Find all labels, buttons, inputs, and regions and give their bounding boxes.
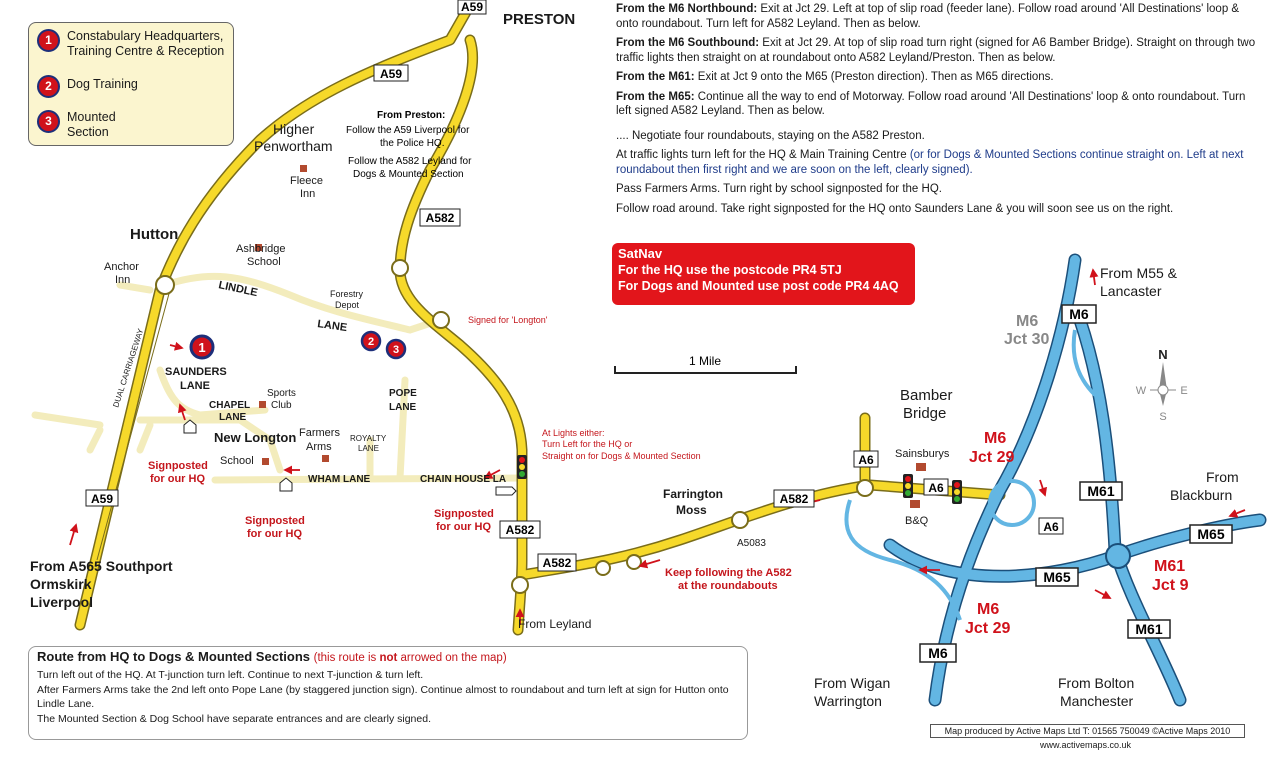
svg-text:M6: M6 <box>977 601 1000 618</box>
svg-text:M61: M61 <box>1135 621 1163 637</box>
svg-text:Inn: Inn <box>300 188 316 200</box>
svg-text:Jct 30: Jct 30 <box>1004 331 1050 348</box>
svg-text:Ormskirk: Ormskirk <box>30 576 92 592</box>
svg-text:2: 2 <box>367 336 375 348</box>
route-title: Route from HQ to Dogs & Mounted Sections (this route is not arrowed on the map) <box>37 649 507 664</box>
svg-text:Arms: Arms <box>306 441 332 453</box>
svg-text:E: E <box>1180 385 1188 397</box>
map-credit: Map produced by Active Maps Ltd T: 01565 750049 ©Active Maps 2010 <box>930 724 1245 738</box>
marker-1-icon: 1 <box>37 29 60 52</box>
svg-text:A59: A59 <box>379 67 403 81</box>
satnav-dogs: For Dogs and Mounted use post code PR4 4AQ <box>618 279 899 293</box>
legend-label: Dog Training <box>67 77 138 91</box>
legend-item-hq <box>37 29 224 59</box>
svg-text:Penwortham: Penwortham <box>254 138 333 154</box>
route-p1: Turn left out of the HQ. At T-junction turn left. Continue to next T-junction & turn left. <box>37 668 424 681</box>
svg-text:for our HQ: for our HQ <box>247 528 302 540</box>
legend-item-mounted <box>37 110 116 140</box>
dir-m6-south: From the M6 Southbound: Exit at Jct 29. At top of slip road turn right (signed for A6 Bamber Bridge). Straight on through two traffic lights then straight on at roundabout onto A582 Leyland/Preston. Then as below. <box>616 37 1256 64</box>
svg-text:From Preston:: From Preston: <box>377 110 446 121</box>
svg-text:M65: M65 <box>1043 569 1071 585</box>
svg-text:Sainsburys: Sainsburys <box>895 448 950 460</box>
shield-a582-4 <box>774 490 814 507</box>
svg-text:Ashbridge: Ashbridge <box>236 243 286 255</box>
svg-text:Signposted: Signposted <box>434 508 494 520</box>
shield-a59-low <box>86 490 118 506</box>
svg-text:From Leyland: From Leyland <box>518 617 592 631</box>
svg-text:W: W <box>1135 385 1147 397</box>
svg-text:Signed for 'Longton': Signed for 'Longton' <box>468 315 548 325</box>
legend-item-dog <box>37 75 138 98</box>
svg-text:A5083: A5083 <box>737 538 766 549</box>
svg-text:for our HQ: for our HQ <box>150 473 205 485</box>
svg-text:Higher: Higher <box>273 121 315 137</box>
svg-text:Anchor: Anchor <box>104 261 139 273</box>
satnav-hq: For the HQ use the postcode PR4 5TJ <box>618 263 842 277</box>
dir-m6-north: From the M6 Northbound: Exit at Jct 29. Left at top of slip road (feeder lane). Follow road around 'All Destinations' loop & onto roundabout. Turn left for A582 Leyland. Then as below. <box>616 3 1240 30</box>
shield-m6-1 <box>1062 305 1096 323</box>
legend-label: Training Centre & Reception <box>67 44 225 58</box>
shield-m61-1 <box>1080 482 1122 500</box>
svg-text:From M55 &: From M55 & <box>1100 265 1178 281</box>
svg-text:Club: Club <box>271 400 292 411</box>
svg-text:Straight on for Dogs & Mounted: Straight on for Dogs & Mounted Section <box>542 451 701 461</box>
svg-text:M61: M61 <box>1087 483 1115 499</box>
svg-text:Warrington: Warrington <box>814 693 882 709</box>
svg-text:1: 1 <box>198 340 206 355</box>
svg-text:LANE: LANE <box>358 444 379 453</box>
marker-1 <box>191 336 213 358</box>
svg-text:M6: M6 <box>1069 306 1089 322</box>
dir-p3: Pass Farmers Arms. Turn right by school signposted for the HQ. <box>616 183 942 195</box>
svg-text:Follow the A59 Liverpool for: Follow the A59 Liverpool for <box>346 125 470 136</box>
svg-text:A582: A582 <box>779 492 809 506</box>
svg-text:School: School <box>247 256 281 268</box>
svg-text:A6: A6 <box>858 453 874 467</box>
svg-text:Lancaster: Lancaster <box>1100 283 1162 299</box>
svg-text:Signposted: Signposted <box>148 460 208 472</box>
svg-text:Jct 29: Jct 29 <box>965 620 1011 637</box>
scale-bar <box>615 354 796 373</box>
shield-a582-2 <box>500 521 540 538</box>
svg-text:Blackburn: Blackburn <box>1170 487 1233 503</box>
svg-text:Keep following the A582: Keep following the A582 <box>665 567 792 579</box>
svg-text:School: School <box>220 455 254 467</box>
shield-a59-top <box>458 0 486 14</box>
route-p3: The Mounted Section & Dog School have separate entrances and are clearly signed. <box>37 713 431 725</box>
satnav-box <box>612 243 915 305</box>
svg-text:From Wigan: From Wigan <box>814 675 891 691</box>
dir-m65: From the M65: Continue all the way to end of Motorway. Follow road around 'All Destinations' loop & onto roundabout. Turn left signed A582 Leyland. Then as below. <box>616 90 1246 117</box>
legend-label: Mounted <box>67 110 116 124</box>
marker-2-icon: 2 <box>37 75 60 98</box>
shield-a6-2 <box>924 479 948 495</box>
svg-text:M6: M6 <box>928 645 948 661</box>
dir-m61: From the M61: Exit at Jct 9 onto the M65 (Preston direction). Then as M65 directions. <box>616 71 1054 83</box>
dir-p2: At traffic lights turn left for the HQ & Main Training Centre (or for Dogs & Mounted Sections continue straight on. Left at next roundabout then first right and we are soon on the left, clearly signed). <box>616 149 1244 176</box>
svg-text:1 Mile: 1 Mile <box>688 354 722 368</box>
svg-text:S: S <box>1159 411 1167 423</box>
shield-a582-1 <box>420 209 460 226</box>
svg-text:A59: A59 <box>90 492 114 506</box>
svg-text:Sports: Sports <box>267 388 296 399</box>
svg-text:Follow the A582 Leyland for: Follow the A582 Leyland for <box>348 156 472 167</box>
svg-text:DUAL CARRIAGEWAY: DUAL CARRIAGEWAY <box>111 327 146 409</box>
shield-a59-mid <box>374 65 408 81</box>
legend <box>28 22 234 146</box>
svg-text:Turn Left for the HQ or: Turn Left for the HQ or <box>542 439 633 449</box>
svg-text:From A565 Southport: From A565 Southport <box>30 558 173 574</box>
svg-text:at the roundabouts: at the roundabouts <box>678 580 778 592</box>
shield-m6-2 <box>920 644 956 662</box>
dir-p1: .... Negotiate four roundabouts, staying on the A582 Preston. <box>616 129 925 142</box>
svg-text:New Longton: New Longton <box>214 430 297 445</box>
svg-text:Depot: Depot <box>335 300 360 310</box>
svg-text:Dogs & Mounted Section: Dogs & Mounted Section <box>353 169 464 180</box>
svg-text:M6: M6 <box>1016 313 1039 330</box>
marker-3-icon: 3 <box>37 110 60 133</box>
svg-text:Fleece: Fleece <box>290 175 324 187</box>
svg-text:M6: M6 <box>984 430 1007 447</box>
svg-text:POPE: POPE <box>389 388 417 399</box>
svg-text:SAUNDERS: SAUNDERS <box>165 366 227 378</box>
svg-text:LANE: LANE <box>180 380 210 392</box>
svg-text:Moss: Moss <box>676 503 707 517</box>
svg-text:M61: M61 <box>1154 558 1186 575</box>
svg-text:LANE: LANE <box>219 412 247 423</box>
svg-text:Manchester: Manchester <box>1060 693 1134 709</box>
legend-label: Section <box>67 125 109 139</box>
svg-text:From: From <box>1206 469 1239 485</box>
svg-text:Jct 29: Jct 29 <box>969 449 1015 466</box>
svg-text:LANE: LANE <box>389 402 417 413</box>
svg-text:ROYALTY: ROYALTY <box>350 434 387 443</box>
svg-text:A6: A6 <box>928 481 944 495</box>
map-credit-url: www.activemaps.co.uk <box>1040 740 1132 750</box>
svg-text:A582: A582 <box>505 523 535 537</box>
svg-text:3: 3 <box>392 344 400 356</box>
shield-m65-2 <box>1190 525 1232 543</box>
route-box <box>28 646 748 740</box>
minor-roads <box>35 276 520 480</box>
svg-text:CHAPEL: CHAPEL <box>209 400 251 411</box>
marker-3 <box>387 340 405 358</box>
shield-a6-1 <box>854 451 878 467</box>
svg-text:LINDLE: LINDLE <box>217 279 259 300</box>
svg-text:M65: M65 <box>1197 526 1225 542</box>
svg-text:At Lights either:: At Lights either: <box>542 428 605 438</box>
location-markers <box>191 332 405 358</box>
svg-text:Signposted: Signposted <box>245 515 305 527</box>
svg-text:From Bolton: From Bolton <box>1058 675 1135 691</box>
svg-text:LANE: LANE <box>316 318 348 335</box>
shield-m65-1 <box>1036 568 1078 586</box>
shield-a6-3 <box>1039 518 1063 534</box>
svg-text:Jct 9: Jct 9 <box>1152 577 1189 594</box>
legend-label: Constabulary Headquarters, <box>67 29 224 43</box>
svg-text:Bamber: Bamber <box>900 387 953 404</box>
svg-text:CHAIN HOUSE LA: CHAIN HOUSE LA <box>420 474 507 485</box>
svg-text:Inn: Inn <box>115 274 131 286</box>
svg-text:N: N <box>1158 347 1168 362</box>
route-p2: After Farmers Arms take the 2nd left onto Pope Lane (by staggered junction sign). Continue almost to roundabout and turn left at sign for Hutton onto Lindle Lane. <box>37 684 729 710</box>
svg-text:A582: A582 <box>425 211 455 225</box>
svg-text:B&Q: B&Q <box>905 515 929 527</box>
traffic-lights <box>517 455 962 504</box>
svg-text:A6: A6 <box>1043 520 1059 534</box>
compass-icon <box>1136 347 1188 423</box>
svg-text:the Police HQ.: the Police HQ. <box>380 138 445 149</box>
directions <box>616 2 1256 221</box>
dir-p4: Follow road around. Take right signposted for the HQ onto Saunders Lane & you will soon see us on the right. <box>616 202 1174 215</box>
svg-text:for our HQ: for our HQ <box>436 521 491 533</box>
svg-text:A582: A582 <box>542 556 572 570</box>
svg-text:Farrington: Farrington <box>663 487 723 501</box>
svg-text:A59: A59 <box>460 0 484 14</box>
svg-text:Liverpool: Liverpool <box>30 594 94 610</box>
svg-text:Hutton: Hutton <box>130 226 179 243</box>
svg-text:Bridge: Bridge <box>903 405 947 422</box>
marker-2 <box>362 332 380 350</box>
svg-text:Forestry: Forestry <box>330 289 364 299</box>
shield-m61-2 <box>1128 620 1170 638</box>
svg-text:WHAM LANE: WHAM LANE <box>308 474 371 485</box>
shield-a582-3 <box>538 554 576 571</box>
svg-text:PRESTON: PRESTON <box>503 11 576 28</box>
svg-text:Farmers: Farmers <box>299 427 340 439</box>
satnav-title: SatNav <box>618 246 663 261</box>
